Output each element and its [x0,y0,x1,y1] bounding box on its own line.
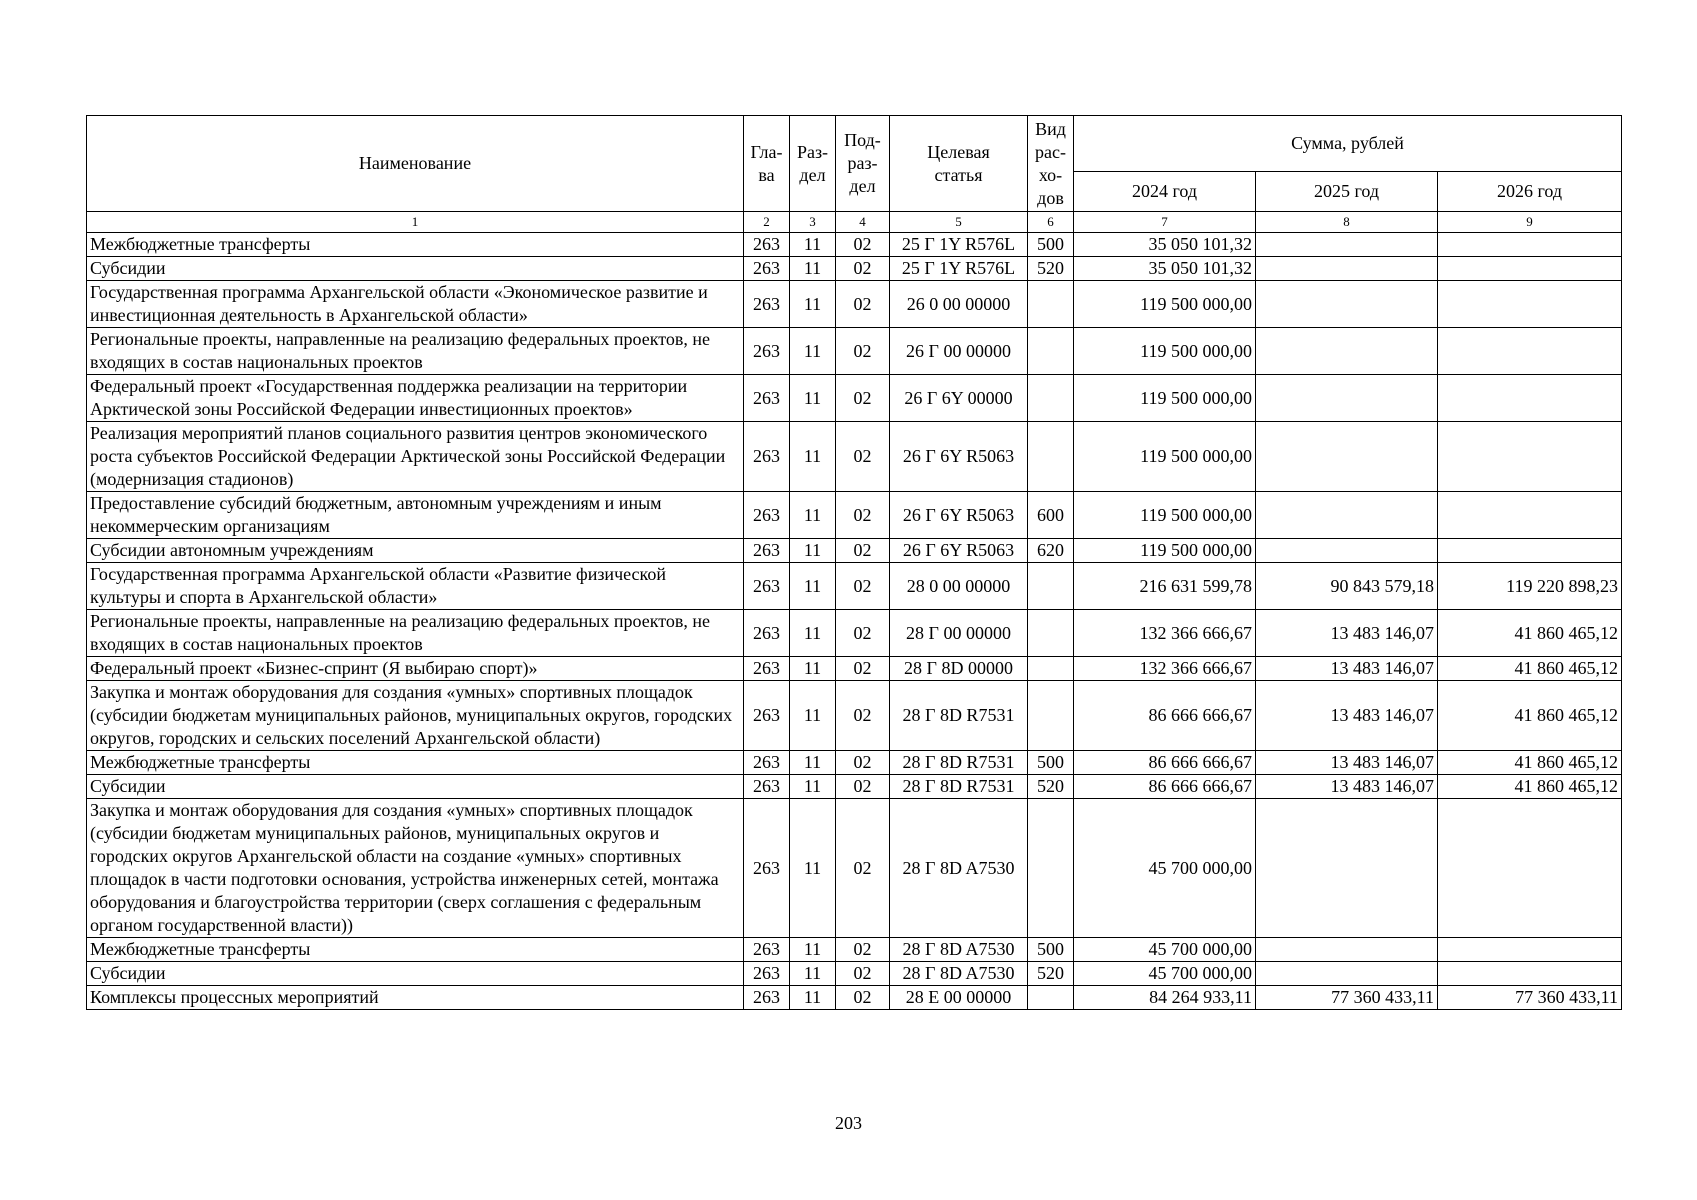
row-sum-2025: 90 843 579,18 [1256,563,1438,610]
row-name: Региональные проекты, направленные на реализацию федеральных проектов, не входящих в состав национальных проектов [87,328,744,375]
column-number: 7 [1074,212,1256,233]
row-name: Реализация мероприятий планов социального развития центров экономического роста субъектов Российской Федерации Арктической зоны Российской Федерации (модернизация стадионов) [87,422,744,492]
row-podrazdel: 02 [836,986,890,1010]
header-2024: 2024 год [1074,172,1256,212]
row-razdel: 11 [790,610,836,657]
column-number: 3 [790,212,836,233]
row-sum-2026 [1438,799,1622,938]
row-razdel: 11 [790,328,836,375]
row-sum-2026 [1438,257,1622,281]
header-2025: 2025 год [1256,172,1438,212]
row-sum-2024: 45 700 000,00 [1074,962,1256,986]
row-sum-2024: 86 666 666,67 [1074,775,1256,799]
row-podrazdel: 02 [836,751,890,775]
row-podrazdel: 02 [836,422,890,492]
row-statya: 28 Г 8D 00000 [890,657,1028,681]
row-razdel: 11 [790,681,836,751]
row-razdel: 11 [790,422,836,492]
row-sum-2025 [1256,492,1438,539]
row-statya: 28 Г 8D R7531 [890,681,1028,751]
row-podrazdel: 02 [836,962,890,986]
row-sum-2024: 132 366 666,67 [1074,610,1256,657]
table-body [87,233,1622,1010]
row-sum-2025 [1256,375,1438,422]
row-podrazdel: 02 [836,563,890,610]
table-row [87,986,1622,1010]
row-sum-2025: 13 483 146,07 [1256,657,1438,681]
row-glava: 263 [744,328,790,375]
row-statya: 28 Г 8D R7531 [890,775,1028,799]
row-statya: 25 Г 1Y R576L [890,233,1028,257]
row-vid [1028,328,1074,375]
row-razdel: 11 [790,962,836,986]
table-row [87,281,1622,328]
row-razdel: 11 [790,233,836,257]
row-sum-2025 [1256,422,1438,492]
row-podrazdel: 02 [836,657,890,681]
row-podrazdel: 02 [836,610,890,657]
row-glava: 263 [744,986,790,1010]
row-glava: 263 [744,657,790,681]
row-sum-2024: 84 264 933,11 [1074,986,1256,1010]
row-sum-2026 [1438,328,1622,375]
row-name: Субсидии [87,962,744,986]
row-statya: 28 Г 8D A7530 [890,938,1028,962]
row-razdel: 11 [790,751,836,775]
row-statya: 28 Г 00 00000 [890,610,1028,657]
row-sum-2025: 77 360 433,11 [1256,986,1438,1010]
row-razdel: 11 [790,257,836,281]
row-sum-2024: 216 631 599,78 [1074,563,1256,610]
row-sum-2024: 132 366 666,67 [1074,657,1256,681]
row-sum-2026 [1438,422,1622,492]
row-vid: 520 [1028,962,1074,986]
column-number-row [87,212,1622,233]
row-sum-2024: 35 050 101,32 [1074,233,1256,257]
row-sum-2026: 41 860 465,12 [1438,610,1622,657]
table-row [87,328,1622,375]
page-number: 203 [835,1113,862,1133]
row-name: Государственная программа Архангельской области «Развитие физической культуры и спорта в Архангельской области» [87,563,744,610]
column-number: 2 [744,212,790,233]
table-row [87,492,1622,539]
row-name: Межбюджетные трансферты [87,938,744,962]
row-vid [1028,799,1074,938]
row-name: Межбюджетные трансферты [87,751,744,775]
table-row [87,422,1622,492]
row-podrazdel: 02 [836,775,890,799]
row-podrazdel: 02 [836,539,890,563]
row-glava: 263 [744,375,790,422]
row-statya: 28 Г 8D R7531 [890,751,1028,775]
row-razdel: 11 [790,775,836,799]
table-row [87,681,1622,751]
table-row [87,539,1622,563]
row-razdel: 11 [790,539,836,563]
row-sum-2026 [1438,281,1622,328]
row-glava: 263 [744,539,790,563]
row-sum-2025 [1256,539,1438,563]
row-name: Предоставление субсидий бюджетным, автономным учреждениям и иным некоммерческим организациям [87,492,744,539]
row-statya: 28 0 00 00000 [890,563,1028,610]
row-sum-2025 [1256,281,1438,328]
row-name: Межбюджетные трансферты [87,233,744,257]
row-vid: 520 [1028,257,1074,281]
row-sum-2026 [1438,492,1622,539]
table-row [87,563,1622,610]
row-sum-2024: 119 500 000,00 [1074,328,1256,375]
row-razdel: 11 [790,375,836,422]
row-statya: 25 Г 1Y R576L [890,257,1028,281]
row-sum-2026 [1438,962,1622,986]
column-number: 9 [1438,212,1622,233]
row-statya: 26 0 00 00000 [890,281,1028,328]
column-number: 5 [890,212,1028,233]
header-name: Наименование [87,116,744,212]
row-name: Субсидии [87,257,744,281]
row-vid: 500 [1028,938,1074,962]
row-statya: 28 Г 8D A7530 [890,962,1028,986]
row-vid [1028,563,1074,610]
table-row [87,610,1622,657]
row-sum-2024: 45 700 000,00 [1074,938,1256,962]
row-podrazdel: 02 [836,257,890,281]
budget-table [86,115,1622,1010]
header-glava: Гла- ва [744,116,790,212]
row-sum-2026: 41 860 465,12 [1438,681,1622,751]
row-sum-2026 [1438,938,1622,962]
row-sum-2024: 119 500 000,00 [1074,539,1256,563]
row-glava: 263 [744,563,790,610]
row-sum-2026: 41 860 465,12 [1438,751,1622,775]
row-sum-2026: 41 860 465,12 [1438,775,1622,799]
row-name: Субсидии [87,775,744,799]
header-2026: 2026 год [1438,172,1622,212]
row-statya: 26 Г 6Y R5063 [890,539,1028,563]
row-sum-2024: 86 666 666,67 [1074,681,1256,751]
row-sum-2024: 86 666 666,67 [1074,751,1256,775]
row-sum-2024: 119 500 000,00 [1074,492,1256,539]
row-sum-2026 [1438,375,1622,422]
row-sum-2025: 13 483 146,07 [1256,610,1438,657]
row-vid [1028,610,1074,657]
row-sum-2024: 119 500 000,00 [1074,422,1256,492]
row-name: Федеральный проект «Государственная поддержка реализации на территории Арктической зоны Российской Федерации инвестиционных проектов» [87,375,744,422]
row-podrazdel: 02 [836,799,890,938]
table-row [87,657,1622,681]
row-glava: 263 [744,799,790,938]
row-vid [1028,681,1074,751]
table-row [87,775,1622,799]
header-podrazdel: Под- раз- дел [836,116,890,212]
row-glava: 263 [744,281,790,328]
table-row [87,375,1622,422]
row-sum-2024: 35 050 101,32 [1074,257,1256,281]
row-glava: 263 [744,751,790,775]
row-glava: 263 [744,962,790,986]
row-glava: 263 [744,938,790,962]
header-statya: Целевая статья [890,116,1028,212]
column-number: 8 [1256,212,1438,233]
row-statya: 26 Г 6Y 00000 [890,375,1028,422]
row-name: Государственная программа Архангельской области «Экономическое развитие и инвестиционная деятельность в Архангельской области» [87,281,744,328]
row-sum-2024: 119 500 000,00 [1074,375,1256,422]
row-glava: 263 [744,610,790,657]
table-row [87,962,1622,986]
row-sum-2024: 45 700 000,00 [1074,799,1256,938]
row-razdel: 11 [790,281,836,328]
header-razdel: Раз- дел [790,116,836,212]
column-number: 4 [836,212,890,233]
row-statya: 26 Г 6Y R5063 [890,492,1028,539]
row-sum-2025 [1256,257,1438,281]
row-name: Региональные проекты, направленные на реализацию федеральных проектов, не входящих в состав национальных проектов [87,610,744,657]
row-sum-2025 [1256,799,1438,938]
row-podrazdel: 02 [836,375,890,422]
row-statya: 28 Г 8D A7530 [890,799,1028,938]
row-podrazdel: 02 [836,233,890,257]
column-number: 6 [1028,212,1074,233]
row-sum-2025 [1256,962,1438,986]
row-sum-2026: 77 360 433,11 [1438,986,1622,1010]
row-sum-2025 [1256,328,1438,375]
row-vid [1028,657,1074,681]
row-vid: 520 [1028,775,1074,799]
row-name: Закупка и монтаж оборудования для создания «умных» спортивных площадок (субсидии бюджетам муниципальных районов, муниципальных округов и городских округов Архангельской области на создание «умных» спортивных площадок в части подготовки основания, устройства инженерных сетей, монтажа оборудования и благоустройства территории (сверх соглашения с федеральным органом государственной власти)) [87,799,744,938]
table-row [87,799,1622,938]
row-podrazdel: 02 [836,492,890,539]
row-glava: 263 [744,233,790,257]
row-statya: 26 Г 6Y R5063 [890,422,1028,492]
row-sum-2026: 41 860 465,12 [1438,657,1622,681]
row-sum-2026 [1438,233,1622,257]
row-podrazdel: 02 [836,938,890,962]
row-razdel: 11 [790,938,836,962]
header-vid: Вид рас- хо- дов [1028,116,1074,212]
row-vid [1028,422,1074,492]
row-sum-2025 [1256,938,1438,962]
row-vid: 620 [1028,539,1074,563]
row-sum-2024: 119 500 000,00 [1074,281,1256,328]
row-sum-2025: 13 483 146,07 [1256,681,1438,751]
row-sum-2026: 119 220 898,23 [1438,563,1622,610]
row-razdel: 11 [790,492,836,539]
row-podrazdel: 02 [836,281,890,328]
row-vid [1028,375,1074,422]
table-row [87,938,1622,962]
row-razdel: 11 [790,986,836,1010]
row-podrazdel: 02 [836,681,890,751]
row-statya: 26 Г 00 00000 [890,328,1028,375]
row-razdel: 11 [790,563,836,610]
row-vid: 500 [1028,233,1074,257]
table-row [87,257,1622,281]
row-razdel: 11 [790,657,836,681]
row-podrazdel: 02 [836,328,890,375]
row-sum-2025 [1256,233,1438,257]
row-sum-2025: 13 483 146,07 [1256,751,1438,775]
row-name: Комплексы процессных мероприятий [87,986,744,1010]
row-vid: 600 [1028,492,1074,539]
column-number: 1 [87,212,744,233]
table-row [87,233,1622,257]
row-glava: 263 [744,257,790,281]
row-glava: 263 [744,492,790,539]
row-name: Закупка и монтаж оборудования для создания «умных» спортивных площадок (субсидии бюджетам муниципальных районов, муниципальных округов, городских округов, городских и сельских поселений Архангельской области) [87,681,744,751]
row-glava: 263 [744,681,790,751]
table-row [87,751,1622,775]
header-sum: Сумма, рублей [1074,116,1622,172]
row-razdel: 11 [790,799,836,938]
row-glava: 263 [744,422,790,492]
row-vid [1028,986,1074,1010]
row-glava: 263 [744,775,790,799]
row-sum-2026 [1438,539,1622,563]
row-vid: 500 [1028,751,1074,775]
row-statya: 28 Е 00 00000 [890,986,1028,1010]
row-name: Федеральный проект «Бизнес-спринт (Я выбираю спорт)» [87,657,744,681]
row-sum-2025: 13 483 146,07 [1256,775,1438,799]
row-name: Субсидии автономным учреждениям [87,539,744,563]
row-vid [1028,281,1074,328]
